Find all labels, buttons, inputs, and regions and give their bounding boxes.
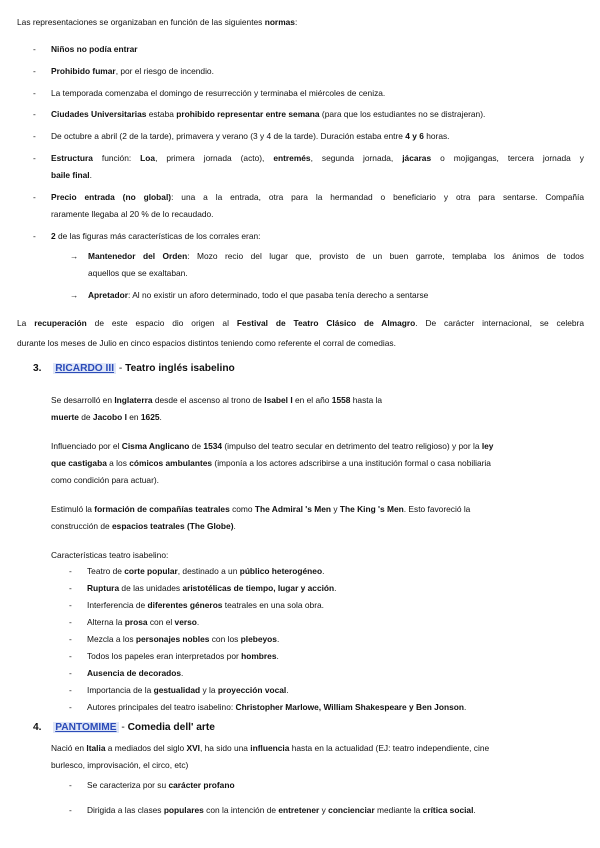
recuperacion-paragraph: La recuperación de este espacio dio origen al Festival de Teatro Clásico de Almagro. De carácter internacional, se celebra <box>17 318 584 328</box>
list-item-continuation: raramente llegaba al 20 % de lo recaudado. <box>51 209 214 219</box>
list-item-continuation: aquellos que se exaltaban. <box>88 268 188 278</box>
arrow-right-icon: → <box>70 290 79 300</box>
pantomime-link[interactable]: PANTOMIME <box>55 722 117 733</box>
list-item: - <box>69 651 72 661</box>
list-item-text: Ruptura de las unidades aristotélicas de tiempo, lugar y acción. <box>87 583 337 593</box>
list-item: - <box>69 634 72 644</box>
list-item: - <box>69 805 72 815</box>
list-item-text: De octubre a abril (2 de la tarde), primavera y verano (3 y 4 de la tarde). Duración estaba entre 4 y 6 horas. <box>51 131 450 141</box>
list-item-text: Precio entrada (no global): una a la entrada, otra para la hermandad o beneficiario y otra para sentarse. Compañía <box>51 192 584 202</box>
section-3-paragraph-1-line2: muerte de Jacobo I en 1625. <box>51 412 162 422</box>
list-item-text: Teatro de corte popular, destinado a un público heterogéneo. <box>87 566 325 576</box>
list-item-text: Mantenedor del Orden: Mozo recio del lugar que, provisto de un buen garrote, templaba los ánimos de todos <box>88 251 584 261</box>
section-3-paragraph-2: Influenciado por el Cisma Anglicano de 1534 (impulso del teatro secular en detrimento del teatro religioso) y por la ley <box>51 441 494 451</box>
list-item-continuation: baile final. <box>51 170 92 180</box>
list-item: - <box>33 153 36 163</box>
list-item-text: Mezcla a los personajes nobles con los plebeyos. <box>87 634 280 644</box>
list-item: - <box>33 231 36 241</box>
recuperacion-paragraph-line2: durante los meses de Julio en cinco espacios distintos teniendo como referente el corral de comedias. <box>17 338 396 348</box>
list-item-text: Niños no podía entrar <box>51 44 138 54</box>
list-item: - <box>69 780 72 790</box>
list-item: - <box>33 109 36 119</box>
ricardo-iii-link[interactable]: RICARDO III <box>55 363 115 374</box>
list-item-text: Todos los papeles eran interpretados por hombres. <box>87 651 279 661</box>
section-3-paragraph-2-line3: como condición para actuar). <box>51 475 159 485</box>
list-item-text: Prohibido fumar, por el riesgo de incendio. <box>51 66 214 76</box>
section-3-paragraph-3: Estimuló la formación de compañías teatrales como The Admiral 's Men y The King 's Men. Esto favoreció la <box>51 504 471 514</box>
list-item-text: Dirigida a las clases populares con la intención de entretener y concienciar mediante la crítica social. <box>87 805 476 815</box>
list-item-text: Importancia de la gestualidad y la proyección vocal. <box>87 685 289 695</box>
list-item: - <box>33 88 36 98</box>
list-item-text: Interferencia de diferentes géneros teatrales en una sola obra. <box>87 600 324 610</box>
list-item: - <box>69 566 72 576</box>
section-3-paragraph-1: Se desarrolló en Inglaterra desde el ascenso al trono de Isabel I en el año 1558 hasta la <box>51 395 383 405</box>
section-3-paragraph-2-line2: que castigaba a los cómicos ambulantes (imponía a los actores adscribirse a una institución formal o casa nobiliaria <box>51 458 491 468</box>
list-item-text: Apretador: Al no existir un aforo determinado, todo el que pasaba tenía derecho a sentarse <box>88 290 429 300</box>
list-item: - <box>69 702 72 712</box>
list-item-text: Autores principales del teatro isabelino: Christopher Marlowe, William Shakespeare y Ben Jonson. <box>87 702 467 712</box>
list-item-text: Ciudades Universitarias estaba prohibido representar entre semana (para que los estudiantes no se distrajeran). <box>51 109 486 119</box>
list-item: - <box>69 583 72 593</box>
list-item: - <box>33 192 36 202</box>
list-item: - <box>69 617 72 627</box>
list-item: - <box>69 685 72 695</box>
arrow-right-icon: → <box>70 251 79 261</box>
list-item: - <box>33 44 36 54</box>
list-item: - <box>33 66 36 76</box>
section-4-paragraph-1-line2: burlesco, improvisación, el circo, etc) <box>51 760 189 770</box>
list-item-text: Se caracteriza por su carácter profano <box>87 780 235 790</box>
intro-paragraph: Las representaciones se organizaban en función de las siguientes normas: <box>17 17 298 27</box>
list-item: - <box>33 131 36 141</box>
list-item-text: Estructura función: Loa, primera jornada (acto), entremés, segunda jornada, jácaras o mojigangas, tercera jornada y <box>51 153 584 163</box>
list-item-text: 2 de las figuras más características de los corrales eran: <box>51 231 261 241</box>
section-3-paragraph-3-line2: construcción de espacios teatrales (The Globe). <box>51 521 236 531</box>
section-3-heading: 3. RICARDO III - Teatro inglés isabelino <box>33 363 235 374</box>
list-item: - <box>69 600 72 610</box>
caracteristicas-title: Características teatro isabelino: <box>51 550 169 560</box>
list-item-text: Alterna la prosa con el verso. <box>87 617 200 627</box>
section-4-heading: 4. PANTOMIME - Comedia dell' arte <box>33 722 215 733</box>
list-item: - <box>69 668 72 678</box>
section-4-paragraph-1: Nació en Italia a mediados del siglo XVI, ha sido una influencia hasta en la actualidad (EJ: teatro independiente, cine <box>51 743 490 753</box>
list-item-text: Ausencia de decorados. <box>87 668 184 678</box>
list-item-text: La temporada comenzaba el domingo de resurrección y terminaba el miércoles de ceniza. <box>51 88 386 98</box>
